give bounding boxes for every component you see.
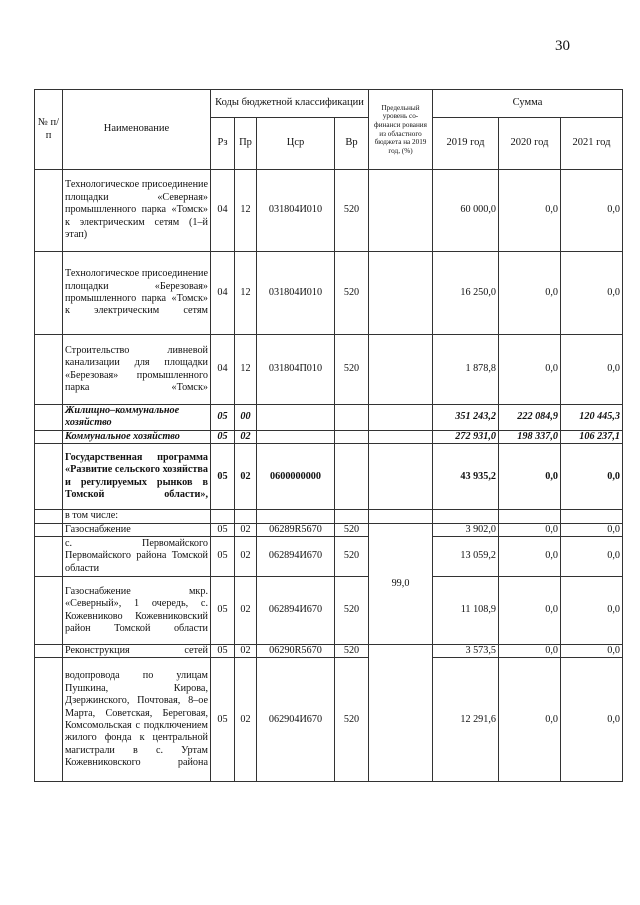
header-limit: Предельный уровень со-финанси рования из областного бюджета на 2019 год, (%) [369, 90, 433, 170]
row-2021: 0,0 [561, 523, 623, 536]
row-2020: 0,0 [499, 170, 561, 252]
row-2020: 0,0 [499, 537, 561, 577]
row-pr: 02 [235, 658, 257, 782]
row-2021: 0,0 [561, 252, 623, 335]
row-rz: 04 [211, 170, 235, 252]
row-2020: 198 337,0 [499, 430, 561, 443]
row-name: в том числе: [63, 510, 211, 523]
row-csr: 062904И670 [257, 658, 335, 782]
row-pr: 12 [235, 170, 257, 252]
header-2020: 2020 год [499, 118, 561, 170]
row-vr: 520 [335, 658, 369, 782]
row-csr: 031804П010 [257, 335, 335, 405]
row-limit [369, 252, 433, 335]
row-name: Реконструкция сетей [63, 645, 211, 658]
row-rz: 05 [211, 577, 235, 645]
row-pr: 02 [235, 645, 257, 658]
row-pr: 02 [235, 537, 257, 577]
table-row [35, 577, 623, 645]
header-sum: Сумма [433, 90, 623, 118]
table-row [35, 252, 623, 335]
row-limit-merged: 99,0 [369, 523, 433, 644]
table-row [35, 444, 623, 510]
row-csr: 031804И010 [257, 170, 335, 252]
table-row [35, 537, 623, 577]
row-csr: 06290R5670 [257, 645, 335, 658]
row-name: Технологическое присоединение площадки «Березовая» промышленного парка «Томск» к электрическим сетям [63, 252, 211, 335]
row-2021: 0,0 [561, 658, 623, 782]
table-row [35, 645, 623, 658]
row-name: Технологическое присоединение площадки «Северная» промышленного парка «Томск» к электрическим сетям (1–й этап) [63, 170, 211, 252]
row-name: Газоснабжение мкр. «Северный», 1 очередь, с. Кожевниково Кожевниковский район Томской области [63, 577, 211, 645]
row-name: Государственная программа «Развитие сельского хозяйства и регулируемых рынков в Томской области», [63, 444, 211, 510]
row-num [35, 537, 63, 577]
row-vr: 520 [335, 577, 369, 645]
row-2019: 43 935,2 [433, 444, 499, 510]
row-rz: 04 [211, 252, 235, 335]
row-num [35, 658, 63, 782]
table-row [35, 523, 623, 536]
row-2019: 3 573,5 [433, 645, 499, 658]
row-2020: 0,0 [499, 645, 561, 658]
row-num [35, 405, 63, 431]
page-number: 30 [555, 38, 570, 54]
row-pr: 02 [235, 523, 257, 536]
row-name: Газоснабжение [63, 523, 211, 536]
row-2021: 106 237,1 [561, 430, 623, 443]
row-name: Коммунальное хозяйство [63, 430, 211, 443]
row-num [35, 335, 63, 405]
row-num [35, 252, 63, 335]
row-vr [335, 444, 369, 510]
row-vr [335, 430, 369, 443]
table-row [35, 170, 623, 252]
row-2020: 0,0 [499, 444, 561, 510]
row-vr [335, 405, 369, 431]
row-csr: 062894И670 [257, 537, 335, 577]
row-2020: 222 084,9 [499, 405, 561, 431]
row-vr: 520 [335, 523, 369, 536]
row-pr: 00 [235, 405, 257, 431]
row-rz: 05 [211, 537, 235, 577]
table-row [35, 405, 623, 431]
row-2019: 60 000,0 [433, 170, 499, 252]
table-row [35, 430, 623, 443]
row-csr [257, 430, 335, 443]
row-csr: 062894И670 [257, 577, 335, 645]
header-vr: Вр [335, 118, 369, 170]
header-rz: Рз [211, 118, 235, 170]
row-rz: 05 [211, 658, 235, 782]
row-2020: 0,0 [499, 252, 561, 335]
row-pr: 12 [235, 335, 257, 405]
row-name: с. Первомайского Первомайского района Томской области [63, 537, 211, 577]
row-2021: 0,0 [561, 170, 623, 252]
row-num [35, 444, 63, 510]
row-pr: 02 [235, 577, 257, 645]
row-num [35, 510, 63, 523]
row-pr: 02 [235, 444, 257, 510]
row-name: Строительство ливневой канализации для площадки «Березовая» промышленного парка «Томск» [63, 335, 211, 405]
row-pr: 02 [235, 430, 257, 443]
row-vr: 520 [335, 252, 369, 335]
row-num [35, 645, 63, 658]
row-2019: 3 902,0 [433, 523, 499, 536]
row-2019: 12 291,6 [433, 658, 499, 782]
row-csr: 0600000000 [257, 444, 335, 510]
header-num: № п/п [35, 90, 63, 170]
row-2021: 0,0 [561, 645, 623, 658]
row-2020: 0,0 [499, 523, 561, 536]
row-limit [369, 170, 433, 252]
budget-table [34, 89, 623, 782]
header-csr: Цср [257, 118, 335, 170]
row-2021: 0,0 [561, 444, 623, 510]
row-rz: 05 [211, 444, 235, 510]
row-2021: 120 445,3 [561, 405, 623, 431]
row-name: водопровода по улицам Пушкина, Кирова, Дзержинского, Почтовая, 8–ое Марта, Советская, Береговая, Комсомольская с подключением жилого фонда к центральной магистрали в с. Уртам Кожевниковского района [63, 658, 211, 782]
table-row [35, 510, 623, 523]
header-codes: Коды бюджетной классификации [211, 90, 369, 118]
row-2019: 13 059,2 [433, 537, 499, 577]
row-num [35, 577, 63, 645]
row-2020: 0,0 [499, 658, 561, 782]
row-num [35, 430, 63, 443]
header-pr: Пр [235, 118, 257, 170]
row-num [35, 523, 63, 536]
row-2021: 0,0 [561, 335, 623, 405]
row-csr: 031804И010 [257, 252, 335, 335]
row-pr: 12 [235, 252, 257, 335]
row-csr: 06289R5670 [257, 523, 335, 536]
header-2019: 2019 год [433, 118, 499, 170]
row-limit [369, 444, 433, 510]
row-csr [257, 405, 335, 431]
row-vr: 520 [335, 645, 369, 658]
row-2021: 0,0 [561, 577, 623, 645]
row-2019: 272 931,0 [433, 430, 499, 443]
row-2021: 0,0 [561, 537, 623, 577]
row-vr: 520 [335, 170, 369, 252]
row-rz: 04 [211, 335, 235, 405]
row-2020: 0,0 [499, 335, 561, 405]
row-name: Жилищно–коммунальное хозяйство [63, 405, 211, 431]
row-limit [369, 645, 433, 782]
row-limit [369, 335, 433, 405]
row-limit [369, 405, 433, 431]
row-num [35, 170, 63, 252]
header-2021: 2021 год [561, 118, 623, 170]
header-name: Наименование [63, 90, 211, 170]
table-row [35, 335, 623, 405]
row-rz: 05 [211, 523, 235, 536]
row-rz: 05 [211, 405, 235, 431]
row-rz: 05 [211, 430, 235, 443]
row-2019: 11 108,9 [433, 577, 499, 645]
row-vr: 520 [335, 537, 369, 577]
row-rz: 05 [211, 645, 235, 658]
table-row [35, 658, 623, 782]
row-2019: 1 878,8 [433, 335, 499, 405]
row-2020: 0,0 [499, 577, 561, 645]
row-2019: 16 250,0 [433, 252, 499, 335]
row-limit [369, 430, 433, 443]
row-vr: 520 [335, 335, 369, 405]
row-2019: 351 243,2 [433, 405, 499, 431]
